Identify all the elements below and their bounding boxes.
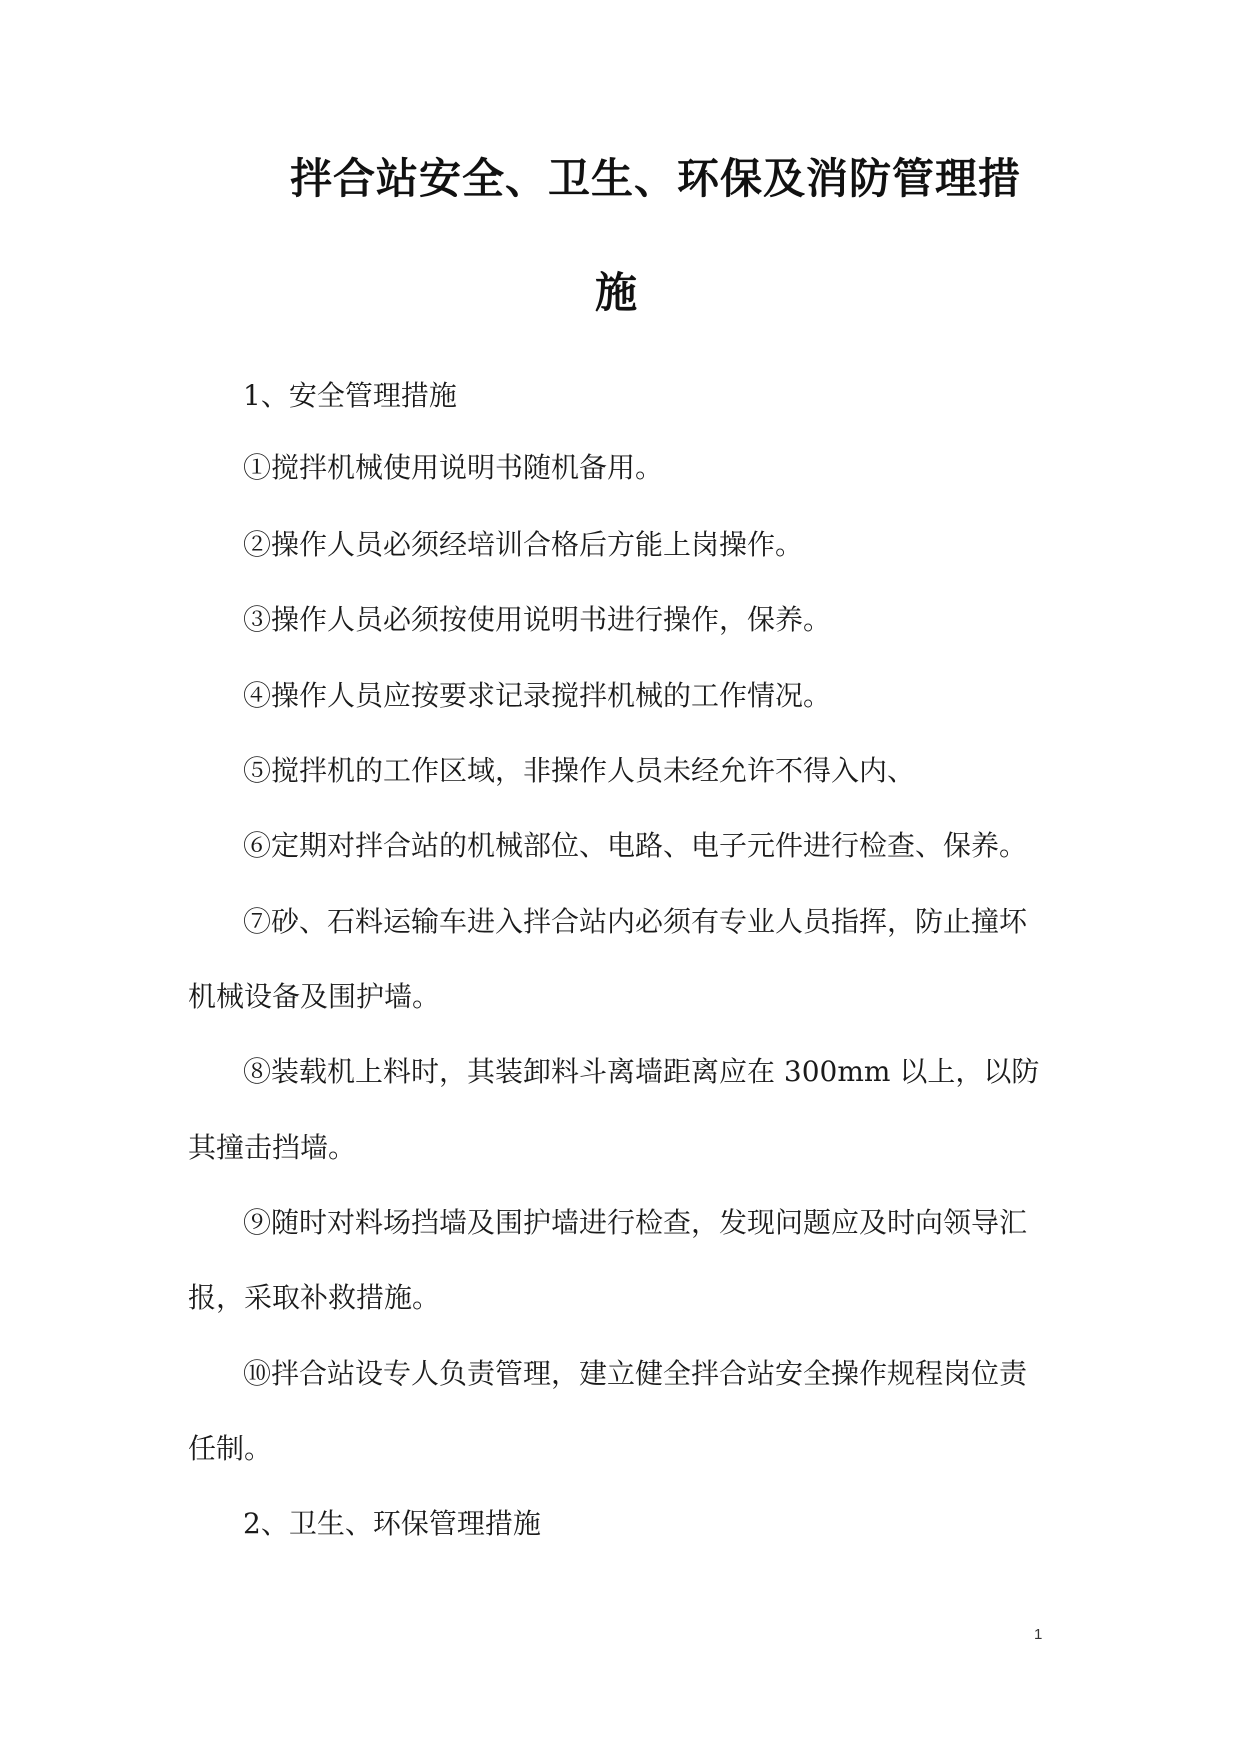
paragraph-line: ⑦砂、石料运输车进入拌合站内必须有专业人员指挥，防止撞坏	[243, 905, 1028, 938]
paragraph-line: ⑧装载机上料时，其装卸料斗离墙距离应在 300mm 以上，以防	[243, 1055, 1040, 1088]
paragraph-line: ①搅拌机械使用说明书随机备用。	[243, 451, 664, 484]
paragraph-line-continued: 任制。	[188, 1432, 273, 1465]
paragraph-line: ⑥定期对拌合站的机械部位、电路、电子元件进行检查、保养。	[243, 829, 1028, 862]
paragraph-line-continued: 其撞击挡墙。	[188, 1131, 357, 1164]
paragraph-line: ③操作人员必须按使用说明书进行操作，保养。	[243, 603, 832, 636]
section-heading-safety: 1、安全管理措施	[243, 379, 457, 412]
document-title-line-2: 施	[595, 268, 638, 317]
paragraph-line-continued: 机械设备及围护墙。	[188, 980, 441, 1013]
paragraph-line-continued: 报，采取补救措施。	[188, 1281, 441, 1314]
paragraph-line: ④操作人员应按要求记录搅拌机械的工作情况。	[243, 679, 832, 712]
paragraph-line: ②操作人员必须经培训合格后方能上岗操作。	[243, 528, 804, 561]
paragraph-line: ⑤搅拌机的工作区域，非操作人员未经允许不得入内、	[243, 754, 916, 787]
document-title-line-1: 拌合站安全、卫生、环保及消防管理措	[290, 154, 1022, 203]
paragraph-line: ⑨随时对料场挡墙及围护墙进行检查，发现问题应及时向领导汇	[243, 1206, 1028, 1239]
section-heading-hygiene-environment: 2、卫生、环保管理措施	[243, 1507, 541, 1540]
page-number: 1	[1034, 1626, 1043, 1643]
paragraph-line: ⑩拌合站设专人负责管理，建立健全拌合站安全操作规程岗位责	[243, 1357, 1028, 1390]
